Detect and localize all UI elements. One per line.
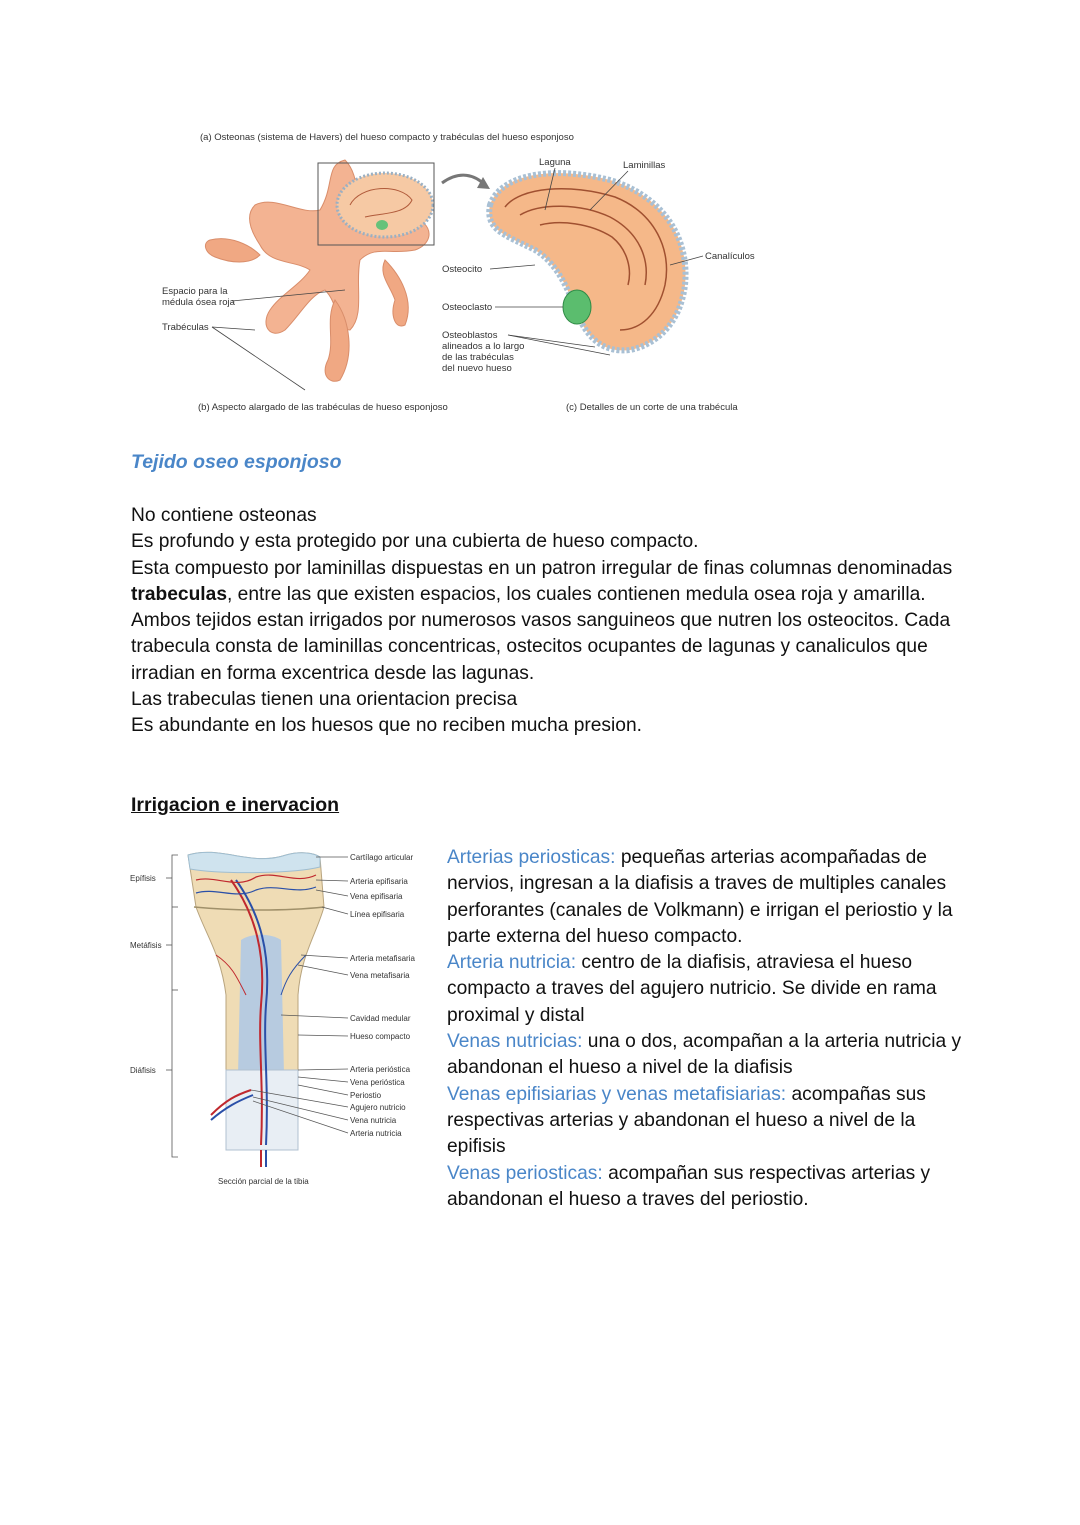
label-vena-metafisaria: Vena metafisaria <box>350 971 410 980</box>
label-trabeculas: Trabéculas <box>162 322 209 333</box>
list-item-text: una o dos, acompañan a la arteria nutricia y abandonan el hueso a nivel de la diafisis <box>447 1031 962 1079</box>
list-item-term: Venas periosticas: <box>447 1162 603 1184</box>
list-item-term: Venas epifisiarias y venas metafisiarias: <box>447 1083 787 1105</box>
zoom-arrow <box>442 175 485 185</box>
list-item-text: centro de la diafisis, atraviesa el hueso compacto a traves del agujero nutricio. Se divide en rama proximal y distal <box>447 952 937 1026</box>
list-item-text: acompañas sus respectivas arterias y abandonan el hueso a nivel de la epifisis <box>447 1083 926 1158</box>
label-vena-epifisaria: Vena epifisaria <box>350 892 403 901</box>
caption-b: (b) Aspecto alargado de las trabéculas de hueso esponjoso <box>198 402 448 413</box>
label-epifisis: Epífisis <box>130 874 156 883</box>
bold-term: trabeculas <box>131 583 227 605</box>
text-span: Esta compuesto por laminillas dispuestas en un patron irregular de finas columnas denominadas <box>131 557 953 579</box>
list-item-term: Venas nutricias: <box>447 1031 583 1053</box>
list-item <box>447 1082 967 1161</box>
label-arteria-periostica: Arteria perióstica <box>350 1065 411 1074</box>
text-span: , entre las que existen espacios, los cuales contienen medula osea roja y amarilla. Ambos tejidos estan irrigados por numerosos vasos sanguineos que nutren los osteocitos. Cada trabecula consta de laminillas concentricas, ostecitos ocupantes de lagunas y canaliculos que irradian en forma excentrica desde las lagunas. <box>131 583 951 684</box>
list-item-term: Arteria nutricia: <box>447 952 577 974</box>
trabecula-illustration <box>150 125 790 425</box>
figure-title: (a) Osteonas (sistema de Havers) del hueso compacto y trabéculas del hueso esponjoso <box>200 132 574 143</box>
label-periostio: Periostio <box>350 1091 382 1100</box>
label-espacio-2: médula ósea roja <box>162 297 235 308</box>
list-item <box>447 950 967 1029</box>
label-agujero-nutricio: Agujero nutricio <box>350 1103 406 1112</box>
label-cartilago: Cartílago articular <box>350 853 414 862</box>
trabecula-detail <box>489 173 685 350</box>
label-laguna: Laguna <box>539 157 571 168</box>
label-espacio-1: Espacio para la <box>162 286 228 297</box>
caption-c: (c) Detalles de un corte de una trabécula <box>566 402 738 413</box>
label-osteoblastos-2: alineados a lo largo <box>442 341 525 352</box>
paragraph-line: Las trabeculas tienen una orientacion precisa <box>131 689 518 711</box>
label-osteocito: Osteocito <box>442 264 483 275</box>
label-osteoblastos-4: del nuevo hueso <box>442 363 512 374</box>
label-osteoblastos-1: Osteoblastos <box>442 330 498 341</box>
label-metafisis: Metáfisis <box>130 941 162 950</box>
section-heading-irrigacion: Irrigacion e inervacion <box>131 794 340 816</box>
label-linea-epifisaria: Línea epifisaria <box>350 910 405 919</box>
trabecula-figure <box>150 125 790 425</box>
label-cavidad-medular: Cavidad medular <box>350 1014 411 1023</box>
label-canaliculos: Canalículos <box>705 251 755 262</box>
label-osteoblastos-3: de las trabéculas <box>442 352 514 363</box>
paragraph-line: Es profundo y esta protegido por una cubierta de hueso compacto. <box>131 531 699 553</box>
figure-caption: Sección parcial de la tibia <box>218 1177 309 1186</box>
paragraph-line: Es abundante en los huesos que no reciben mucha presion. <box>131 715 642 737</box>
list-item-text: pequeñas arterias acompañadas de nervios, ingresan a la diafisis a traves de multiples canales perforantes (canales de Volkmann) e irrigan el periostio y la parte externa del hueso compacto. <box>447 847 953 947</box>
paragraph-line: No contiene osteonas <box>131 505 317 526</box>
region-brackets <box>166 855 178 1157</box>
list-item <box>447 845 967 950</box>
tibia-drawing <box>188 852 324 1167</box>
paragraph-line <box>131 556 961 687</box>
small-trabecula <box>337 173 433 237</box>
label-vena-periostica: Vena perióstica <box>350 1078 405 1087</box>
tibia-illustration <box>126 845 426 1190</box>
label-hueso-compacto: Hueso compacto <box>350 1032 411 1041</box>
label-diafisis: Diáfisis <box>130 1066 156 1075</box>
section-heading-tejido-esponjoso: Tejido oseo esponjoso <box>131 451 342 473</box>
tibia-figure <box>126 845 426 1190</box>
list-item-text: acompañan sus respectivas arterias y abandonan el hueso a traves del periostio. <box>447 1162 931 1210</box>
irrigacion-list <box>447 845 967 1213</box>
list-item <box>447 1029 967 1082</box>
list-item <box>447 1161 967 1214</box>
section-body-tejido-esponjoso <box>131 503 961 740</box>
label-vena-nutricia: Vena nutricia <box>350 1116 397 1125</box>
list-item-term: Arterias periosticas: <box>447 847 616 868</box>
label-arteria-epifisaria: Arteria epifisaria <box>350 877 408 886</box>
label-arteria-metafisaria: Arteria metafisaria <box>350 954 415 963</box>
label-arteria-nutricia: Arteria nutricia <box>350 1129 402 1138</box>
label-osteoclasto: Osteoclasto <box>442 302 493 313</box>
label-laminillas: Laminillas <box>623 160 666 171</box>
